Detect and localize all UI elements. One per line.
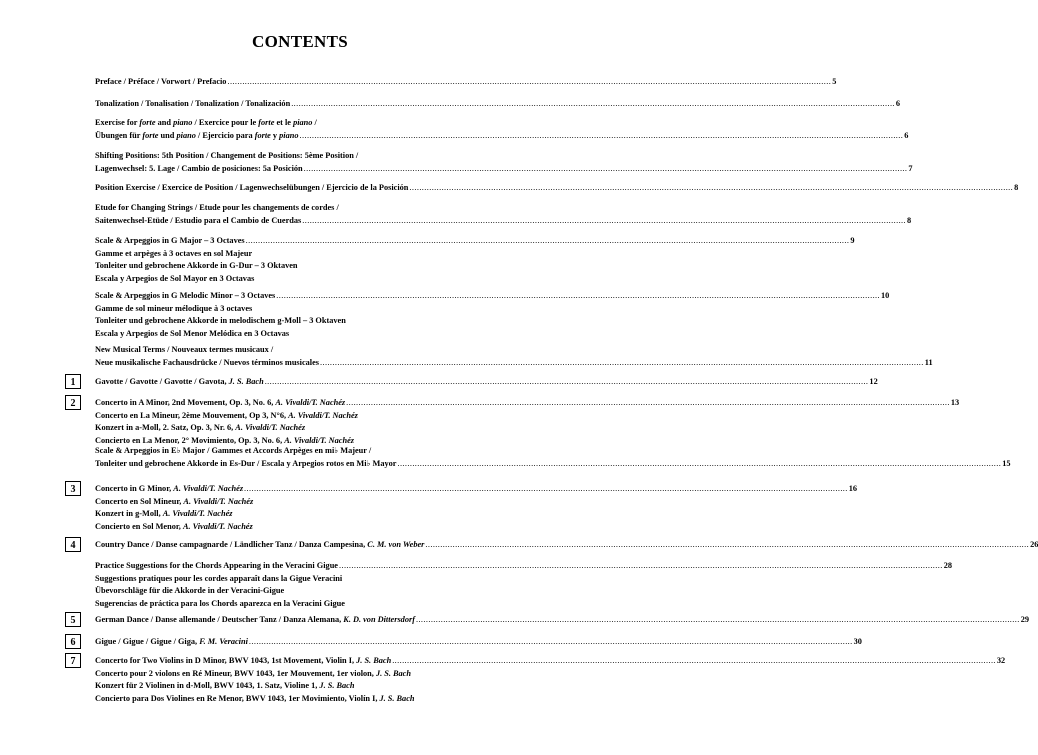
toc-entry-title: Saitenwechsel-Etüde / Estudio para el Cambio de Cuerdas xyxy=(95,215,302,225)
toc-entry-title: Neue musikalische Fachausdrücke / Nuevos términos musicales xyxy=(95,357,320,367)
toc-entry-line: Scale & Arpeggios in E♭ Major / Gammes et Accords Arpèges en mi♭ Majeur / xyxy=(95,446,372,455)
toc-entry[interactable] xyxy=(95,235,855,285)
toc-entry-title: Scale & Arpeggios in G Major – 3 Octaves xyxy=(95,236,245,245)
page-number: 5 xyxy=(832,77,837,86)
toc-entry-line: Escala y Arpegios de Sol Mayor en 3 Octavas xyxy=(95,273,255,283)
toc-entry-title: Concerto for Two Violins in D Minor, BWV 1043, 1st Movement, Violin I, J. S. Bach xyxy=(95,656,392,665)
toc-entry-line: Exercise for forte and piano / Exercice pour le forte et le piano / xyxy=(95,118,317,127)
toc-entry-line: Concerto pour 2 violons en Ré Mineur, BWV 1043, 1er Mouvement, 1er violon, J. S. Bach xyxy=(95,668,411,678)
piece-number-box: 3 xyxy=(65,481,81,496)
page-number: 16 xyxy=(848,484,858,493)
page-number: 8 xyxy=(1014,183,1019,192)
toc-entry-line: Escala y Arpegios de Sol Menor Melódica en 3 Octavas xyxy=(95,328,290,338)
dot-leader xyxy=(346,397,950,410)
toc-entry-line: Tonleiter und gebrochene Akkorde in G-Dur – 3 Oktaven xyxy=(95,261,298,270)
toc-entry[interactable] xyxy=(95,614,1029,627)
toc-entry-title: Practice Suggestions for the Chords Appearing in the Veracini Gigue xyxy=(95,561,338,570)
toc-entry-line: Concierto para Dos Violines en Re Menor, BWV 1043, 1er Movimiento, Violín I, J. S. Bach xyxy=(95,693,415,703)
toc-entry-line: Gamme et arpèges à 3 octaves en sol Majeur xyxy=(95,248,253,258)
dot-leader xyxy=(409,182,1013,195)
page-number: 10 xyxy=(881,291,890,300)
toc-entry-line: Gamme de sol mineur mélodique à 3 octaves xyxy=(95,303,253,313)
page-number: 11 xyxy=(924,357,933,367)
dot-leader xyxy=(244,483,848,496)
toc-entry[interactable] xyxy=(95,98,901,111)
page-number: 12 xyxy=(869,377,878,386)
page-title: CONTENTS xyxy=(252,32,348,51)
toc-entry-line: Suggestions pratiques pour les cordes apparaît dans la Gigue Veracini xyxy=(95,573,343,583)
page-number: 6 xyxy=(895,99,901,108)
dot-leader xyxy=(392,655,996,668)
page-number: 7 xyxy=(908,163,913,173)
toc-entry[interactable] xyxy=(95,150,913,175)
toc-entry-line: Übevorschläge für die Akkorde in der Veracini-Gigue xyxy=(95,586,285,595)
piece-number-box: 2 xyxy=(65,395,81,410)
toc-entry-line: Shifting Positions: 5th Position / Changement de Positions: 5ème Position / xyxy=(95,151,359,160)
toc-entry-title: Concerto in A Minor, 2nd Movement, Op. 3, No. 6, A. Vivaldi/T. Nachéz xyxy=(95,398,346,407)
page-number: 26 xyxy=(1030,540,1038,549)
toc-entry[interactable] xyxy=(95,182,1019,195)
toc-entry[interactable] xyxy=(95,445,1011,470)
dot-leader xyxy=(249,636,853,649)
toc-entry-title: Country Dance / Danse campagnarde / Ländlicher Tanz / Danza Campesina, C. M. von Weber xyxy=(95,540,425,549)
page-number: 32 xyxy=(996,656,1006,665)
dot-leader xyxy=(397,458,1001,471)
toc-entry-line: Etude for Changing Strings / Etude pour les changements de cordes / xyxy=(95,203,339,212)
piece-number-box: 1 xyxy=(65,374,81,389)
toc-entry-line: Concerto en Sol Mineur, A. Vivaldi/T. Nachéz xyxy=(95,496,254,506)
page-number: 9 xyxy=(850,236,855,245)
toc-entry[interactable] xyxy=(95,344,933,369)
toc-entry[interactable] xyxy=(95,76,837,89)
toc-entry-title: Gigue / Gigue / Gigue / Giga, F. M. Veracini xyxy=(95,637,248,646)
toc-entry[interactable] xyxy=(95,117,909,142)
dot-leader xyxy=(300,130,904,143)
dot-leader xyxy=(416,614,1020,627)
toc-entry-line: Concierto en La Menor, 2° Movimiento, Op. 3, No. 6, A. Vivaldi/T. Nachéz xyxy=(95,435,354,445)
toc-entry[interactable] xyxy=(95,397,960,447)
toc-entry-title: Concerto in G Minor, A. Vivaldi/T. Nachéz xyxy=(95,484,244,493)
page-number: 29 xyxy=(1020,615,1029,624)
dot-leader xyxy=(302,215,906,228)
toc-entry-title: Tonleiter und gebrochene Akkorde in Es-Dur / Escala y Arpegios rotos en Mi♭ Mayor xyxy=(95,458,397,468)
toc-entry[interactable] xyxy=(95,376,878,389)
piece-number-box: 6 xyxy=(65,634,81,649)
toc-entry-line: New Musical Terms / Nouveaux termes musicaux / xyxy=(95,345,274,354)
toc-entry-title: Position Exercise / Exercice de Position / Lagenwechselübungen / Ejercicio de la Posición xyxy=(95,183,409,192)
page-number: 28 xyxy=(943,561,953,570)
page-number: 6 xyxy=(904,130,909,140)
toc-entry-title: Preface / Préface / Vorwort / Prefacio xyxy=(95,77,227,86)
toc-entry-line: Konzert in a-Moll, 2. Satz, Op. 3, Nr. 6, A. Vivaldi/T. Nachéz xyxy=(95,423,306,432)
toc-entry[interactable] xyxy=(95,655,1006,705)
page-number: 15 xyxy=(1002,458,1011,468)
toc-entry[interactable] xyxy=(95,483,858,533)
dot-leader xyxy=(291,98,895,111)
dot-leader xyxy=(265,376,869,389)
dot-leader xyxy=(227,76,831,89)
dot-leader xyxy=(304,163,908,176)
toc-entry-title: German Dance / Danse allemande / Deutscher Tanz / Danza Alemana, K. D. von Dittersdorf xyxy=(95,615,415,624)
toc-entry-title: Übungen für forte und piano / Ejercicio para forte y piano xyxy=(95,130,299,140)
toc-entry-title: Scale & Arpeggios in G Melodic Minor – 3 Octaves xyxy=(95,291,276,300)
dot-leader xyxy=(339,560,943,573)
toc-entry-title: Gavotte / Gavotte / Gavotte / Gavota, J. S. Bach xyxy=(95,377,264,386)
toc-entry[interactable] xyxy=(95,560,953,610)
page-number: 30 xyxy=(853,637,862,646)
toc-entry-line: Concerto en La Mineur, 2ème Mouvement, Op 3, N°6, A. Vivaldi/T. Nachéz xyxy=(95,410,358,420)
page-number: 8 xyxy=(907,215,912,225)
toc-entry-title: Lagenwechsel: 5. Lage / Cambio de posiciones: 5a Posición xyxy=(95,163,303,173)
toc-entry-line: Sugerencias de práctica para los Chords aparezca en la Veracini Gigue xyxy=(95,598,345,608)
piece-number-box: 7 xyxy=(65,653,81,668)
toc-entry[interactable] xyxy=(95,539,1038,552)
toc-entry-line: Konzert für 2 Violinen in d-Moll, BWV 1043, 1. Satz, Violine 1, J. S. Bach xyxy=(95,681,355,690)
page-number: 13 xyxy=(950,398,960,407)
dot-leader xyxy=(425,539,1029,552)
toc-entry-line: Konzert in g-Moll, A. Vivaldi/T. Nachéz xyxy=(95,509,233,518)
piece-number-box: 5 xyxy=(65,612,81,627)
toc-entry[interactable] xyxy=(95,202,912,227)
toc-entry[interactable] xyxy=(95,290,890,340)
dot-leader xyxy=(276,290,880,303)
dot-leader xyxy=(246,235,850,248)
dot-leader xyxy=(320,357,924,370)
toc-entry-line: Tonleiter und gebrochene Akkorde in melodischem g-Moll – 3 Oktaven xyxy=(95,316,346,325)
piece-number-box: 4 xyxy=(65,537,81,552)
toc-entry-line: Concierto en Sol Menor, A. Vivaldi/T. Nachéz xyxy=(95,521,253,531)
toc-entry-title: Tonalization / Tonalisation / Tonalization / Tonalización xyxy=(95,99,291,108)
toc-entry[interactable] xyxy=(95,636,862,649)
